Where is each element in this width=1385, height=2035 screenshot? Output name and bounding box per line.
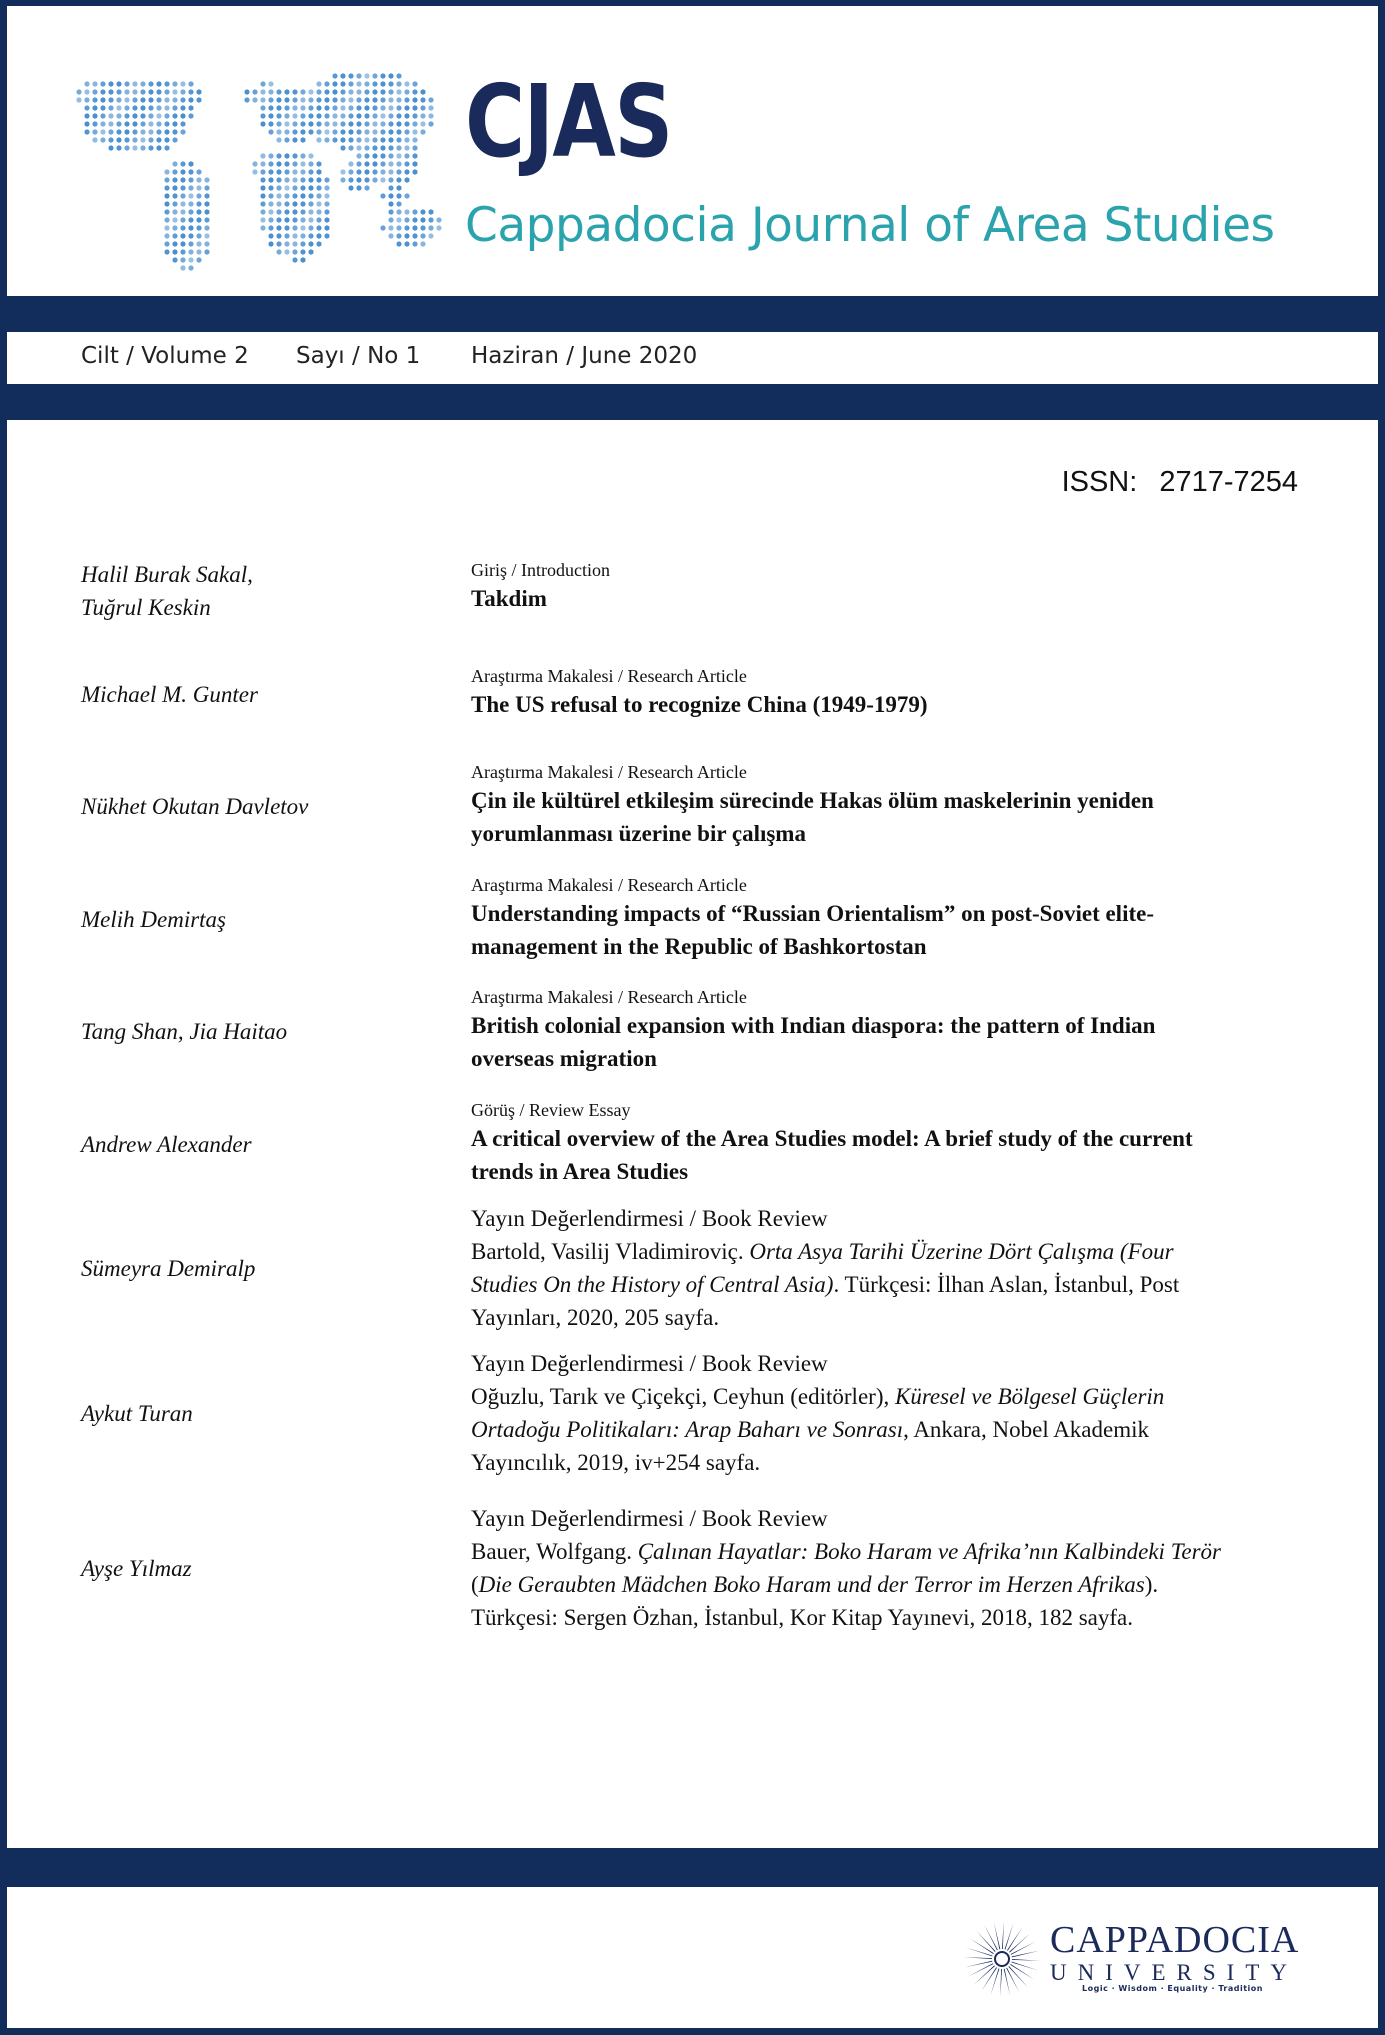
university-motto: Logic · Wisdom · Equality · Tradition <box>1082 1984 1263 1993</box>
entry-authors: Nükhet Okutan Davletov <box>81 794 309 819</box>
issn-label: ISSN: <box>1061 466 1138 498</box>
entry-category: Araştırma Makalesi / Research Article <box>471 666 747 686</box>
publisher-footer <box>7 1887 1378 2028</box>
entry-title[interactable]: A critical overview of the Area Studies model: A brief study of the current trends in Area Studies <box>471 1126 1193 1184</box>
entry-authors: Melih Demirtaş <box>81 907 227 932</box>
volume-label: Cilt / Volume 2 <box>81 343 249 369</box>
review-category: Yayın Değerlendirmesi / Book Review <box>471 1206 828 1231</box>
issn <box>1062 466 1298 499</box>
entry-title[interactable]: Understanding impacts of “Russian Orientalism” on post-Soviet elite- management in the Republic of Bashkortostan <box>471 901 1154 959</box>
entry-category: Araştırma Makalesi / Research Article <box>471 762 747 782</box>
entry-title[interactable]: British colonial expansion with Indian diaspora: the pattern of Indian overseas migration <box>471 1013 1156 1071</box>
entry-category: Araştırma Makalesi / Research Article <box>471 875 747 895</box>
number-label: Sayı / No 1 <box>296 343 421 369</box>
review-author: Aykut Turan <box>81 1401 193 1426</box>
entry-title[interactable]: Takdim <box>471 586 547 611</box>
date-label: Haziran / June 2020 <box>471 343 698 369</box>
review-citation[interactable]: Bartold, Vasilij Vladimiroviç. Orta Asya Tarihi Üzerine Dört Çalışma (Four Studies On the History of Central Asia). Türkçesi: İlhan Aslan, İstanbul, Post Yayınları, 2020, 205 sayfa. <box>471 1239 1180 1330</box>
journal-name: Cappadocia Journal of Area Studies <box>465 198 1275 253</box>
entry-title[interactable]: The US refusal to recognize China (1949-1979) <box>471 692 928 717</box>
issue-info-bar <box>7 332 1378 384</box>
entry-category: Giriş / Introduction <box>471 560 610 580</box>
table-of-contents <box>7 420 1378 1848</box>
entry-authors: Michael M. Gunter <box>81 682 258 707</box>
journal-acronym: CJAS <box>465 63 672 180</box>
review-author: Sümeyra Demiralp <box>81 1256 256 1281</box>
world-map-logo <box>67 56 447 296</box>
review-category: Yayın Değerlendirmesi / Book Review <box>471 1351 828 1376</box>
review-author: Ayşe Yılmaz <box>81 1556 192 1581</box>
review-citation[interactable]: Bauer, Wolfgang. Çalınan Hayatlar: Boko Haram ve Afrika’nın Kalbindeki Terör (Die Geraubten Mädchen Boko Haram und der Terror im Herzen Afrikas). Türkçesi: Sergen Özhan, İstanbul, Kor Kitap Yayınevi, 2018, 182 sayfa. <box>471 1539 1221 1630</box>
sunburst-icon <box>958 1917 1046 1997</box>
entry-category: Araştırma Makalesi / Research Article <box>471 987 747 1007</box>
university-subtitle: UNIVERSITY <box>1050 1960 1298 1985</box>
entry-category: Görüş / Review Essay <box>471 1100 631 1120</box>
entry-authors: Andrew Alexander <box>81 1132 252 1157</box>
review-citation[interactable]: Oğuzlu, Tarık ve Çiçekçi, Ceyhun (editörler), Küresel ve Bölgesel Güçlerin Ortadoğu Politikaları: Arap Baharı ve Sonrası, Ankara, Nobel Akademik Yayıncılık, 2019, iv+254 sayfa. <box>471 1384 1165 1475</box>
journal-header <box>7 6 1378 296</box>
university-name: CAPPADOCIA <box>1050 1919 1300 1961</box>
university-logo <box>958 1917 1298 1997</box>
review-category: Yayın Değerlendirmesi / Book Review <box>471 1506 828 1531</box>
entry-authors: Halil Burak Sakal, Tuğrul Keskin <box>81 562 253 620</box>
issn-value: 2717-7254 <box>1159 466 1298 498</box>
entry-title[interactable]: Çin ile kültürel etkileşim sürecinde Hakas ölüm maskelerinin yeniden yorumlanması üzerine bir çalışma <box>471 788 1154 846</box>
entry-authors: Tang Shan, Jia Haitao <box>81 1019 288 1044</box>
